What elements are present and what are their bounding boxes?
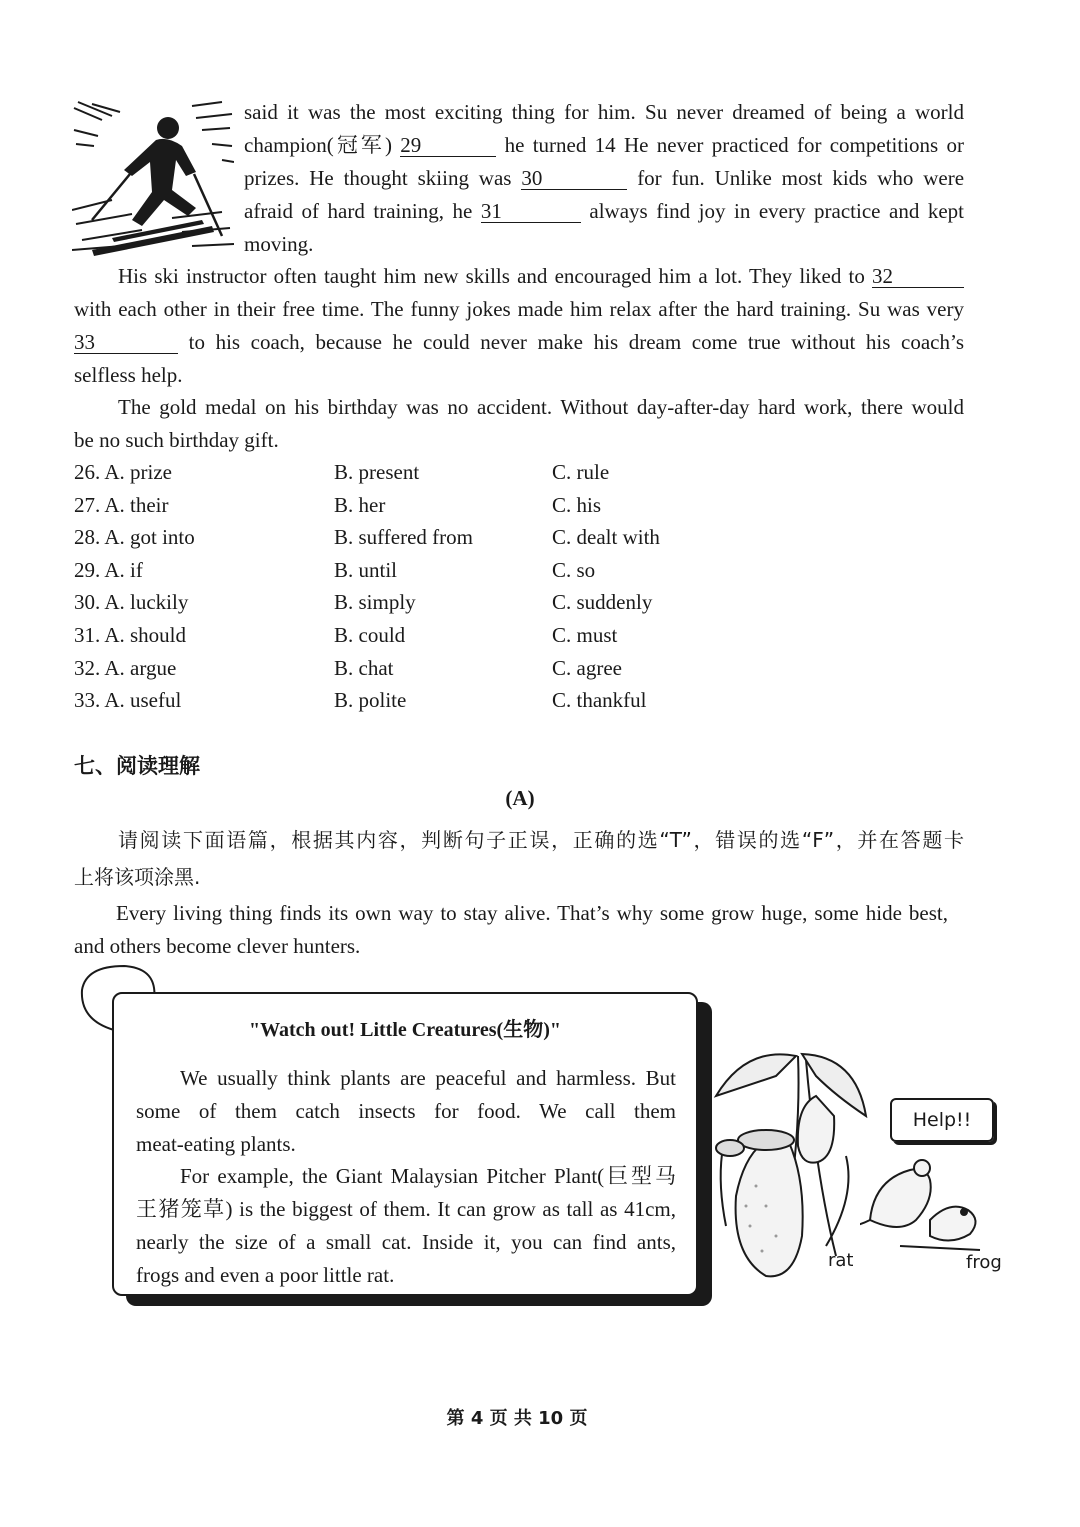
box-line-2: some of them catch insects for food. We call them: [136, 1099, 676, 1123]
passage-line-4: afraid of hard training, he 31 always find joy in every practice and kept: [244, 199, 965, 223]
paragraph-2-line-1: His ski instructor often taught him new skills and encouraged him a lot. They liked to 32: [118, 260, 964, 293]
creatures-box: [112, 992, 698, 1296]
blank-32: 32: [872, 265, 964, 288]
rat-frog-illustration: [860, 1150, 990, 1260]
page-footer: 第 4 页 共 10 页: [446, 1408, 588, 1429]
option-b[interactable]: B. chat: [334, 655, 394, 680]
paragraph-3-line-2: be no such birthday gift.: [74, 428, 279, 452]
option-row-29: [74, 554, 774, 587]
passage-line-5: moving.: [244, 232, 314, 256]
paragraph-2-line-2: with each other in their free time. The funny jokes made him relax after the hard training. Su was very: [74, 297, 964, 321]
instruction-line-2: 上将该项涂黑.: [74, 865, 201, 889]
option-c[interactable]: C. agree: [552, 655, 622, 680]
box-line-5: 王猪笼草) is the biggest of them. It can grow as tall as 41cm,: [136, 1197, 676, 1221]
paragraph-2-line-3: 33 to his coach, because he could never make his dream come true without his coach’s: [74, 330, 965, 354]
option-c[interactable]: C. thankful: [552, 688, 647, 713]
option-row-33: [74, 684, 774, 717]
box-line-1: We usually think plants are peaceful and harmless. But: [180, 1066, 676, 1090]
option-b[interactable]: B. suffered from: [334, 525, 473, 550]
option-b[interactable]: B. present: [334, 460, 420, 484]
blank-29: 29: [400, 134, 496, 157]
box-line-4: For example, the Giant Malaysian Pitcher Plant(巨型马: [180, 1164, 676, 1188]
option-row-27: [74, 489, 774, 522]
option-b[interactable]: B. her: [334, 492, 386, 517]
option-row-31: [74, 619, 774, 652]
option-c[interactable]: C. so: [552, 557, 596, 582]
option-b[interactable]: B. simply: [334, 590, 416, 615]
option-a[interactable]: 27. A. their: [74, 492, 169, 517]
option-c[interactable]: C. his: [552, 492, 602, 517]
rat-label: rat: [828, 1250, 854, 1271]
option-b[interactable]: B. until: [334, 557, 398, 582]
frog-label: frog: [966, 1252, 1002, 1273]
box-line-6: nearly the size of a small cat. Inside it, you can find ants,: [136, 1230, 676, 1254]
option-row-26: [74, 456, 774, 489]
option-b[interactable]: B. could: [334, 622, 406, 647]
option-row-30: [74, 586, 774, 619]
option-row-28: [74, 521, 774, 554]
option-a[interactable]: 33. A. useful: [74, 688, 182, 713]
option-c[interactable]: C. suddenly: [552, 590, 653, 615]
help-speech-bubble: Help!!: [890, 1098, 994, 1142]
option-a[interactable]: 29. A. if: [74, 557, 143, 582]
blank-33: 33: [74, 331, 178, 354]
option-a[interactable]: 28. A. got into: [74, 525, 195, 550]
part-label: (A): [505, 786, 535, 810]
passage-line-3: prizes. He thought skiing was 30 for fun. Unlike most kids who were: [244, 166, 965, 190]
option-a[interactable]: 32. A. argue: [74, 655, 177, 680]
passage-line-2: champion(冠军) 29 he turned 14 He never practiced for competitions or: [244, 133, 965, 157]
section-heading: 七、阅读理解: [74, 754, 200, 778]
blank-31: 31: [481, 200, 581, 223]
box-line-7: frogs and even a poor little rat.: [136, 1263, 395, 1287]
paragraph-3-line-1: The gold medal on his birthday was no accident. Without day-after-day hard work, there would: [118, 395, 964, 419]
option-a[interactable]: 30. A. luckily: [74, 590, 189, 615]
option-a[interactable]: 26. A. prize: [74, 460, 172, 484]
option-c[interactable]: C. rule: [552, 460, 610, 484]
options-list: [74, 456, 774, 717]
option-b[interactable]: B. polite: [334, 688, 407, 713]
blank-30: 30: [521, 167, 627, 190]
instruction-line-1: 请阅读下面语篇，根据其内容，判断句子正误，正确的选“T”，错误的选“F”，并在答题卡: [118, 828, 964, 852]
option-c[interactable]: C. dealt with: [552, 525, 660, 550]
box-line-3: meat-eating plants.: [136, 1132, 296, 1156]
option-a[interactable]: 31. A. should: [74, 622, 187, 647]
box-title: "Watch out! Little Creatures(生物)": [249, 1019, 561, 1041]
option-row-32: [74, 652, 774, 685]
option-c[interactable]: C. must: [552, 622, 618, 647]
paragraph-2-line-4: selfless help.: [74, 363, 183, 387]
pitcher-plant-illustration: [706, 1036, 886, 1286]
skier-illustration: [72, 100, 234, 258]
passage-line-1: said it was the most exciting thing for him. Su never dreamed of being a world: [244, 100, 964, 124]
intro-line-2: and others become clever hunters.: [74, 934, 361, 958]
intro-line-1: Every living thing finds its own way to stay alive. That’s why some grow huge, some hide best,: [116, 901, 948, 925]
